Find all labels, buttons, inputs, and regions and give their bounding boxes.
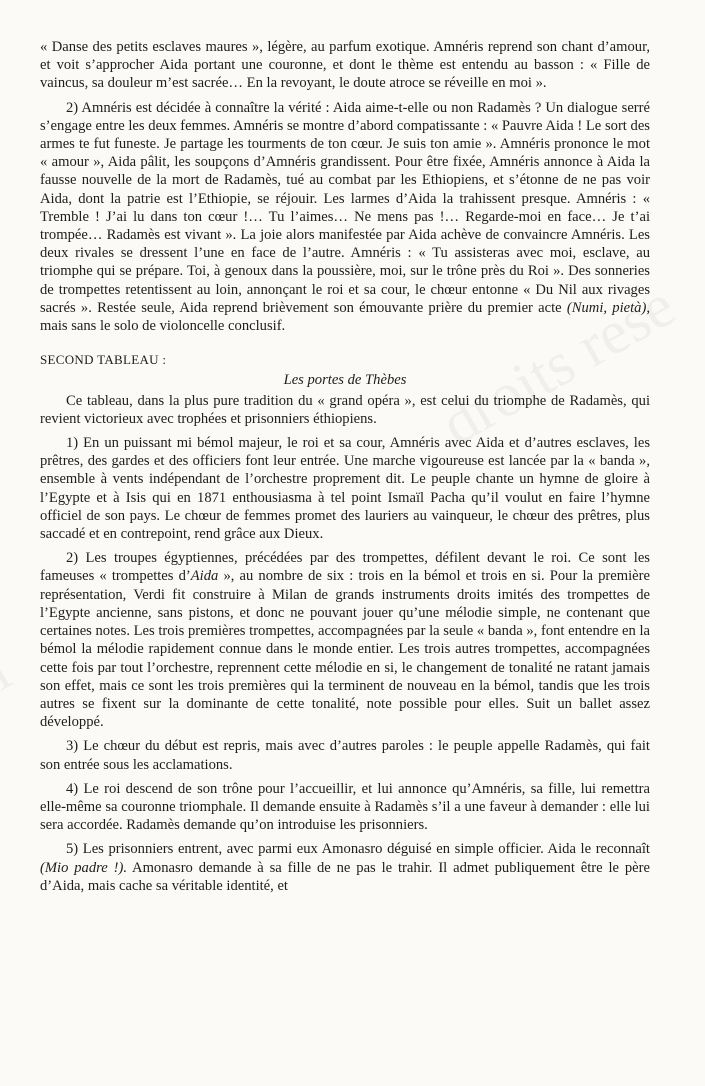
paragraph-chorus: 3) Le chœur du début est repris, mais avec d’autres paroles : le peuple appelle Radamès, qui fait son entrée sous les acclamations. xyxy=(40,738,650,773)
watermark-text xyxy=(0,635,23,715)
document-page xyxy=(40,38,650,895)
paragraph-king: 4) Le roi descend de son trône pour l’accueillir, et lui annonce qu’Amnéris, sa fille, lui remettra elle-même sa couronne triomphale. Il demande ensuite à Radamès s’il a une faveur à demander : elle lui sera accordée. Radamès demande qu’on introduise les prisonniers. xyxy=(40,780,650,834)
paragraph-prisoners: 5) Les prisonniers entrent, avec parmi eux Amonasro déguisé en simple officier. Aida le reconnaît (Mio padre !). Amonasro demande à sa fille de ne pas le trahir. Il admet publiquement être le père d’Aida, mais cache sa véritable identité, et xyxy=(40,841,650,894)
paragraph-entry: 1) En un puissant mi bémol majeur, le roi et sa cour, Amnéris avec Aida et d’autres esclaves, les prêtres, des gardes et des officiers font leur entrée. Une marche vigoureuse est lancée par la « banda », ensemble à vents indépendant de l’orchestre proprement dit. Le peuple chante un hymne de gloire à l’Egypte et à Isis qui en 1871 enthousiasma à tel point Ismaïl Pacha qu’il voulut en faire l’hymne officiel de son pays. Le chœur de femmes promet des lauriers au vainqueur, le chœur des prêtres, plus saccadé et en contrepoint, rend grâce aux Dieux. xyxy=(40,435,650,543)
paragraph-dance: « Danse des petits esclaves maures », légère, au parfum exotique. Amnéris reprend son chant d’amour, et voit s’approcher Aida portant une couronne, et dont le thème est entendu au basson : « Fille de vaincus, sa douleur m’est sacrée… En la revoyant, le doute atroce se réveille en moi ». xyxy=(40,39,650,92)
paragraph-trumpets: 2) Les troupes égyptiennes, précédées par des trompettes, défilent devant le roi. Ce sont les fameuses « trompettes d’Aida », au nombre de six : trois en la bémol et trois en si. Pour la première représentation, Verdi fit construire à Milan de grands instruments droits imités des trompettes de l’Egypte ancienne, sans pistons, et donc ne pouvant jouer qu’une mélodie simple, ne contenant que certaines notes. Les trois premières trompettes, accompagnées par la seule « banda », font entendre en la bémol la mélodie rapidement connue dans le monde entier. Les trois autres trompettes, accompagnées cette fois par tout l’orchestre, reprennent cette mélodie en si, le changement de tonalité ne ratant jamais son effet, mais ce sont les trois premières qui la terminent de nouveau en la bémol, tandis que les trois autres se fixent sur la dominante de cette tonalité, note possible pour elles. Suit un ballet assez développé. xyxy=(40,550,650,731)
italic-phrase: (Numi, pietà), xyxy=(566,299,650,316)
section-heading: SECOND TABLEAU : xyxy=(40,352,167,368)
italic-phrase: Aida xyxy=(190,568,219,585)
paragraph-amneris-dialogue: 2) Amnéris est décidée à connaître la vérité : Aida aime-t-elle ou non Radamès ? Un dialogue serré s’engage entre les deux femmes. Amnéris se montre d’abord compatissante : « Pauvre Aida ! Le sort des armes te fut funeste. Je partage les tourments de ton cœur. Je suis ton amie ». Amnéris prononce le mot « amour », Aida pâlit, les soupçons d’Amnéris grandissent. Pour être fixée, Amnéris annonce à Aida la fausse nouvelle de la mort de Radamès, tué au combat par les Ethiopiens, et s’étonne de ne pas voir Aida, dont la patrie est l’Ethiopie, se réjouir. Les larmes d’Aida la trahissent presque. Amnéris : « Tremble ! J’ai lu dans ton cœur !… Tu l’aimes… Ne mens pas !… Regarde-moi en face… Je t’ai trompée… Radamès est vivant ». La joie alors manifestée par Aida achève de convaincre Amnéris. Les deux rivales se dressent l’une en face de l’autre. Amnéris : « Tu assisteras avec moi, esclave, au triomphe qui se prépare. Toi, à genoux dans la poussière, moi, sur le trône près du Roi ». Des sonneries de trompettes retentissent au loin, annonçant le roi et sa cour, le chœur entonne « Du Nil aux rivages sacrés ». Restée seule, Aida reprend brièvement son émouvante prière du premier acte (Numi, pietà), mais sans le solo de violoncelle conclusif. xyxy=(40,99,650,335)
italic-phrase: (Mio padre !). xyxy=(40,859,127,876)
section-subtitle: Les portes de Thèbes xyxy=(283,372,407,389)
paragraph-intro: Ce tableau, dans la plus pure tradition du « grand opéra », est celui du triomphe de Radamès, qui revient victorieux avec trophées et prisonniers éthiopiens. xyxy=(40,392,650,427)
